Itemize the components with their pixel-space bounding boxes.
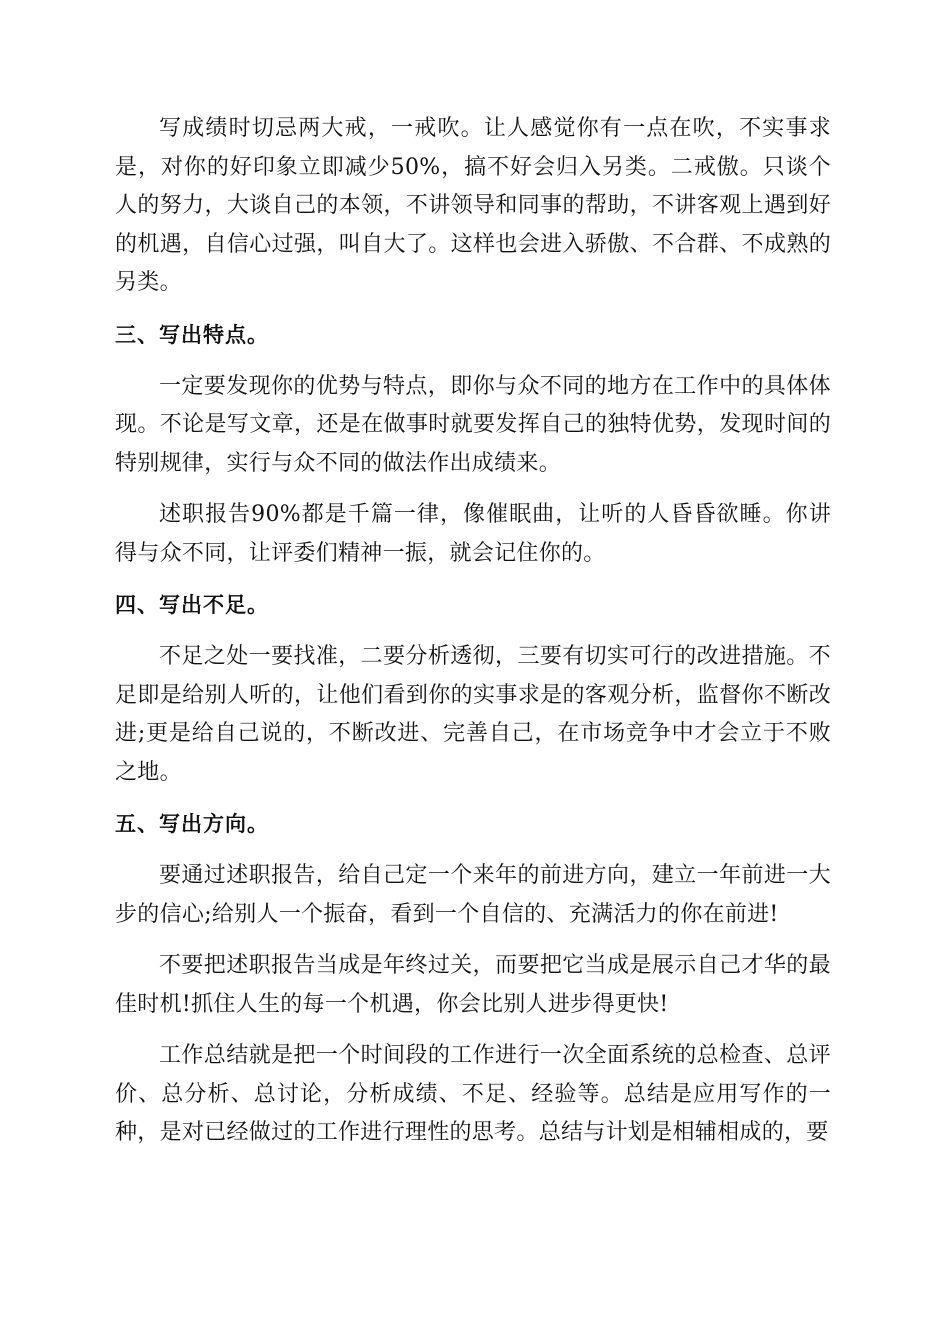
paragraph-opportunity: 不要把述职报告当成是年终过关，而要把它当成是展示自己才华的最佳时机!抓住人生的每一个机遇，你会比别人进步得更快!: [115, 953, 831, 1017]
paragraph-work-summary: 工作总结就是把一个时间段的工作进行一次全面系统的总检查、总评价、总分析、总讨论，分析成绩、不足、经验等。总结是应用写作的一种，是对已经做过的工作进行理性的思考。总结与计划是相辅相成的，要: [115, 1043, 831, 1145]
document-page: [115, 110, 831, 1166]
paragraph-shortcomings: 不足之处一要找准，二要分析透彻，三要有切实可行的改进措施。不足即是给别人听的，让他们看到你的实事求是的客观分析，监督你不断改进;更是给自己说的，不断改进、完善自己，在市场竞争中才会立于不败之地。: [115, 644, 831, 785]
heading-section-three: 三、写出特点。: [115, 322, 269, 347]
paragraph-achievements-caution: 写成绩时切忌两大戒，一戒吹。让人感觉你有一点在吹，不实事求是，对你的好印象立即减少50%，搞不好会归入另类。二戒傲。只谈个人的努力，大谈自己的本领，不讲领导和同事的帮助，不讲客观上遇到好的机遇，自信心过强，叫自大了。这样也会进入骄傲、不合群、不成熟的另类。: [115, 116, 831, 295]
heading-section-five: 五、写出方向。: [115, 812, 269, 836]
paragraph-strengths: 一定要发现你的优势与特点，即你与众不同的地方在工作中的具体体现。不论是写文章，还是在做事时就要发挥自己的独特优势，发现时间的特别规律，实行与众不同的做法作出成绩来。: [115, 373, 831, 476]
heading-section-four: 四、写出不足。: [115, 593, 269, 617]
paragraph-uniqueness: 述职报告90%都是千篇一律，像催眠曲，让听的人昏昏欲睡。你讲得与众不同，让评委们精神一振，就会记住你的。: [115, 502, 831, 566]
paragraph-direction: 要通过述职报告，给自己定一个来年的前进方向，建立一年前进一大步的信心;给别人一个振奋，看到一个自信的、充满活力的你在前进!: [115, 863, 831, 927]
